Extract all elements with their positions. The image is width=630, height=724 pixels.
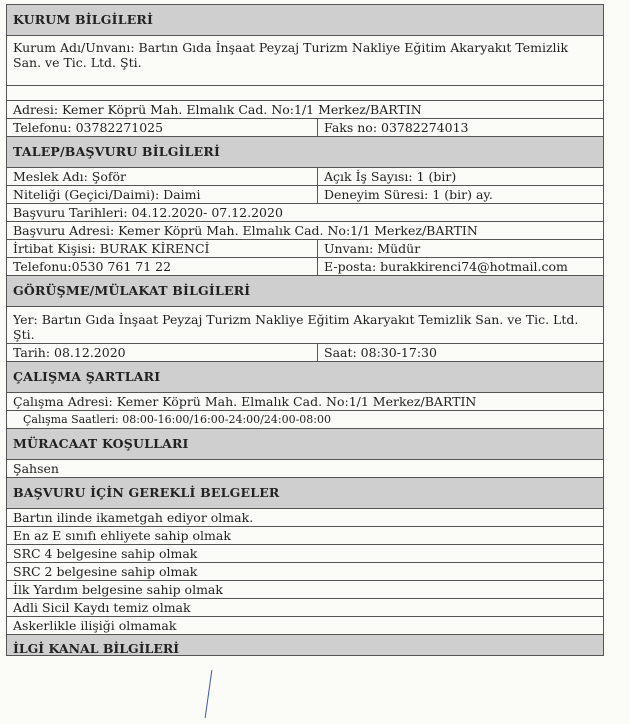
kurum-adres-row xyxy=(7,101,603,119)
belge-item xyxy=(7,563,603,581)
section-header-muracaat: MÜRACAAT KOŞULLARI xyxy=(7,429,603,460)
gorusme-row xyxy=(7,344,603,362)
talep-row xyxy=(7,204,603,222)
talep-row xyxy=(7,258,603,276)
section-header-kurum: KURUM BİLGİLERİ xyxy=(7,5,603,36)
kurum-faks: Faks no: 03782274013 xyxy=(324,120,469,135)
niteligi: Niteliği (Geçici/Daimi): Daimi xyxy=(7,186,318,203)
gorusme-tarih: Tarih: 08.12.2020 xyxy=(7,344,318,361)
talep-row xyxy=(7,222,603,240)
muracaat-row xyxy=(7,460,603,478)
section-header-belgeler: BAŞVURU İÇİN GEREKLİ BELGELER xyxy=(7,478,603,509)
section-header-gorusme: GÖRÜŞME/MÜLAKAT BİLGİLERİ xyxy=(7,276,603,307)
belge-text: SRC 4 belgesine sahip olmak xyxy=(13,546,198,561)
meslek-adi: Meslek Adı: Şoför xyxy=(7,168,318,185)
belge-text: SRC 2 belgesine sahip olmak xyxy=(13,564,198,579)
belge-item xyxy=(7,599,603,617)
basvuru-tarihleri: Başvuru Tarihleri: 04.12.2020- 07.12.2020 xyxy=(13,205,283,220)
irtibat-kisisi: İrtibat Kişisi: BURAK KİRENCİ xyxy=(7,240,318,257)
calisma-row xyxy=(7,393,603,411)
muracaat-kosulu: Şahsen xyxy=(13,461,59,476)
belge-text: Bartın ilinde ikametgah ediyor olmak. xyxy=(13,510,254,525)
unvani: Unvanı: Müdür xyxy=(324,241,421,256)
kurum-adi: Kurum Adı/Unvanı: Bartın Gıda İnşaat Peyzaj Turizm Nakliye Eğitim Akaryakıt Temizlik San. ve Tic. Ltd. Şti. xyxy=(13,40,569,70)
acik-is-sayisi: Açık İş Sayısı: 1 (bir) xyxy=(324,169,457,184)
kurum-adresi: Adresi: Kemer Köprü Mah. Elmalık Cad. No:1/1 Merkez/BARTIN xyxy=(13,102,422,117)
section-header-talep: TALEP/BAŞVURU BİLGİLERİ xyxy=(7,137,603,168)
section-header-calisma: ÇALIŞMA ŞARTLARI xyxy=(7,362,603,393)
belge-text: En az E sınıfı ehliyete sahip olmak xyxy=(13,528,231,543)
irtibat-telefon: Telefonu:0530 761 71 22 xyxy=(7,258,318,275)
deneyim-suresi: Deneyim Süresi: 1 (bir) ay. xyxy=(324,187,493,202)
pen-mark xyxy=(205,670,213,718)
calisma-saatleri: Çalışma Saatleri: 08:00-16:00/16:00-24:00/24:00-08:00 xyxy=(23,413,331,426)
kurum-adi-row xyxy=(7,36,603,86)
basvuru-adresi: Başvuru Adresi: Kemer Köprü Mah. Elmalık Cad. No:1/1 Merkez/BARTIN xyxy=(13,223,478,238)
talep-row xyxy=(7,240,603,258)
eposta: E-posta: burakkirenci74@hotmail.com xyxy=(324,259,568,274)
belge-text: Adli Sicil Kaydı temiz olmak xyxy=(13,600,191,615)
gorusme-saat: Saat: 08:30-17:30 xyxy=(324,345,437,360)
section-header-next-cut: İLGİ KANAL BİLGİLERİ xyxy=(7,635,603,655)
belge-item xyxy=(7,545,603,563)
calisma-row xyxy=(7,411,603,429)
gorusme-yer: Yer: Bartın Gıda İnşaat Peyzaj Turizm Nakliye Eğitim Akaryakıt Temizlik San. ve Tic. Ltd. Şti. xyxy=(13,312,579,342)
gorusme-row xyxy=(7,307,603,344)
spacer-row xyxy=(7,86,603,101)
belge-item xyxy=(7,617,603,635)
kurum-telefon: Telefonu: 03782271025 xyxy=(7,119,318,136)
belge-item xyxy=(7,509,603,527)
kurum-telefon-row xyxy=(7,119,603,137)
belge-item xyxy=(7,527,603,545)
belge-item xyxy=(7,581,603,599)
belge-text: İlk Yardım belgesine sahip olmak xyxy=(13,582,223,597)
belge-text: Askerlikle ilişiği olmamak xyxy=(13,618,177,633)
talep-row xyxy=(7,186,603,204)
calisma-adresi: Çalışma Adresi: Kemer Köprü Mah. Elmalık Cad. No:1/1 Merkez/BARTIN xyxy=(13,394,477,409)
job-posting-form xyxy=(6,4,604,656)
talep-row xyxy=(7,168,603,186)
